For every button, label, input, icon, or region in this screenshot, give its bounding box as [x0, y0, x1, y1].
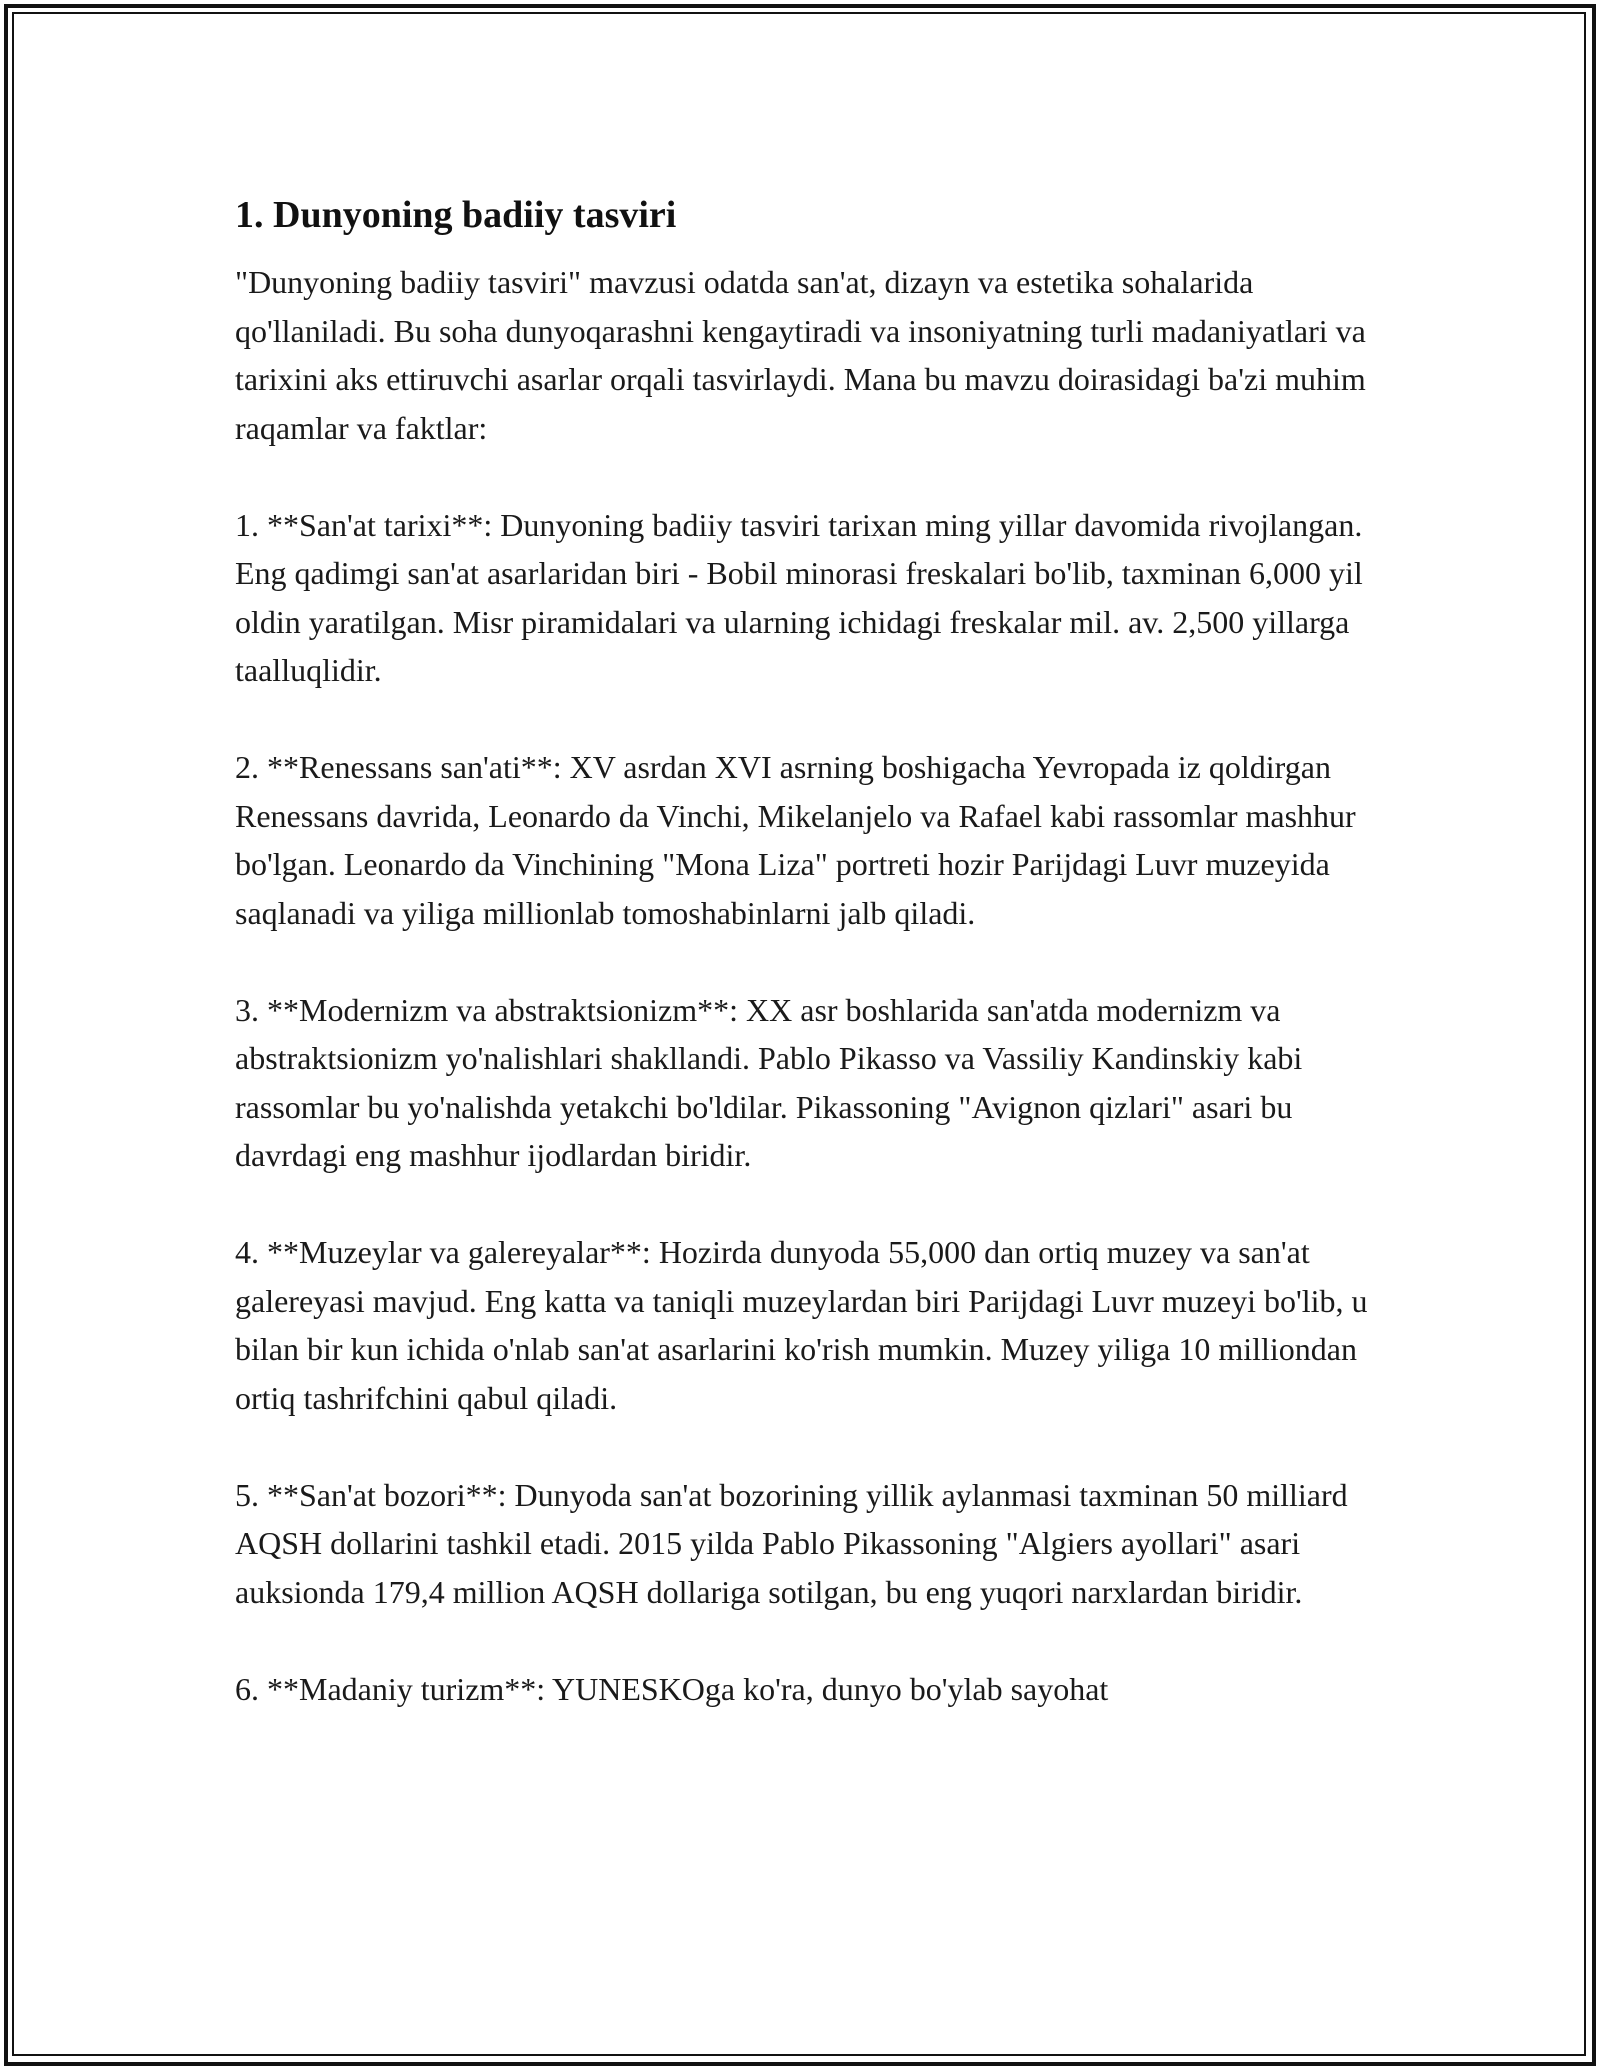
- paragraph-renaissance: 2. **Renessans san'ati**: XV asrdan XVI asrning boshigacha Yevropada iz qoldirgan Renessans davrida, Leonardo da Vinchi, Mikelanjelo va Rafael kabi rassomlar mashhur bo'lgan. Leonardo da Vinchining "Mona Liza" portreti hozir Parijdagi Luvr muzeyida saqlanadi va yiliga millionlab tomoshabinlarni jalb qiladi.: [235, 749, 1356, 931]
- document-body: [235, 186, 1375, 1713]
- paragraph-modernism: 3. **Modernizm va abstraktsionizm**: XX asr boshlarida san'atda modernizm va abstraktsionizm yo'nalishlari shakllandi. Pablo Pikasso va Vassiliy Kandinskiy kabi rassomlar bu yo'nalishda yetakchi bo'ldilar. Pikassoning "Avignon qizlari" asari bu davrdagi eng mashhur ijodlardan biridir.: [235, 991, 1303, 1173]
- paragraph-cultural-tourism: 6. **Madaniy turizm**: YUNESKOga ko'ra, dunyo bo'ylab sayohat: [235, 1670, 1109, 1707]
- paragraph-art-market: 5. **San'at bozori**: Dunyoda san'at bozorining yillik aylanmasi taxminan 50 milliard AQSH dollarini tashkil etadi. 2015 yilda Pablo Pikassoning "Algiers ayollari" asari auksionda 179,4 million AQSH dollariga sotilgan, bu eng yuqori narxlardan biridir.: [235, 1476, 1348, 1610]
- document-title: 1. Dunyoning badiiy tasviri: [235, 194, 677, 236]
- paragraph-art-history: 1. **San'at tarixi**: Dunyoning badiiy tasviri tarixan ming yillar davomida rivojlangan. Eng qadimgi san'at asarlaridan biri - Bobil minorasi freskalari bo'lib, taxminan 6,000 yil oldin yaratilgan. Misr piramidalari va ularning ichidagi freskalar mil. av. 2,500 yillarga taalluqlidir.: [235, 506, 1363, 688]
- paragraph-intro: "Dunyoning badiiy tasviri" mavzusi odatda san'at, dizayn va estetika sohalarida qo'llaniladi. Bu soha dunyoqarashni kengaytiradi va insoniyatning turli madaniyatlari va tarixini aks ettiruvchi asarlar orqali tasvirlaydi. Mana bu mavzu doirasidagi ba'zi muhim raqamlar va faktlar:: [235, 264, 1366, 446]
- paragraph-museums: 4. **Muzeylar va galereyalar**: Hozirda dunyoda 55,000 dan ortiq muzey va san'at galereyasi mavjud. Eng katta va taniqli muzeylardan biri Parijdagi Luvr muzeyi bo'lib, u bilan bir kun ichida o'nlab san'at asarlarini ko'rish mumkin. Muzey yiliga 10 milliondan ortiq tashrifchini qabul qiladi.: [235, 1234, 1368, 1416]
